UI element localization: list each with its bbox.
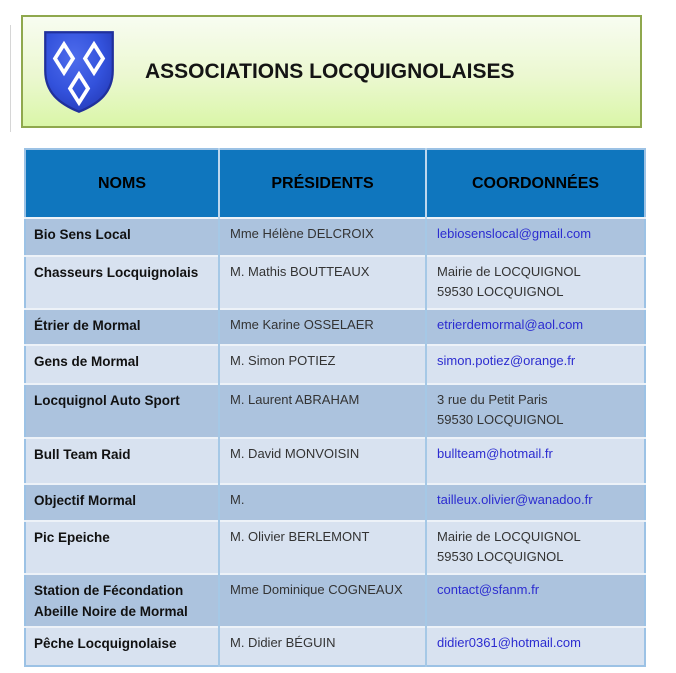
email-link[interactable]: simon.potiez@orange.fr xyxy=(437,353,576,368)
president-name: Mme Karine OSSELAER xyxy=(219,309,426,345)
association-name: Bull Team Raid xyxy=(25,438,219,484)
table-body xyxy=(25,218,645,666)
table-row xyxy=(25,309,645,345)
president-name: M. Olivier BERLEMONT xyxy=(219,521,426,574)
table-row xyxy=(25,256,645,309)
table-header-row xyxy=(25,149,645,218)
table-row xyxy=(25,384,645,438)
column-header-noms: NOMS xyxy=(25,149,219,218)
association-name: Pic Epeiche xyxy=(25,521,219,574)
address-line: Mairie de LOCQUIGNOL xyxy=(437,264,581,279)
table-row xyxy=(25,438,645,484)
address-line: 59530 LOCQUIGNOL xyxy=(437,549,564,564)
contact-cell xyxy=(426,309,645,345)
president-name: Mme Dominique COGNEAUX xyxy=(219,574,426,627)
contact-cell xyxy=(426,521,645,574)
president-name: M. David MONVOISIN xyxy=(219,438,426,484)
email-link[interactable]: lebiosenslocal@gmail.com xyxy=(437,226,592,241)
column-header-presidents: PRÉSIDENTS xyxy=(219,149,426,218)
association-name: Objectif Mormal xyxy=(25,484,219,521)
page-title: ASSOCIATIONS LOCQUIGNOLAISES xyxy=(145,59,515,83)
table-row xyxy=(25,345,645,384)
contact-cell xyxy=(426,384,645,438)
associations-table xyxy=(24,148,646,667)
association-name: Chasseurs Locquignolais xyxy=(25,256,219,309)
table-row xyxy=(25,574,645,627)
address-line: Mairie de LOCQUIGNOL xyxy=(437,529,581,544)
address-line: 59530 LOCQUIGNOL xyxy=(437,284,564,299)
president-name: M. Didier BÉGUIN xyxy=(219,627,426,666)
contact-cell xyxy=(426,256,645,309)
email-link[interactable]: didier0361@hotmail.com xyxy=(437,635,581,650)
email-link[interactable]: contact@sfanm.fr xyxy=(437,582,540,597)
table-row xyxy=(25,484,645,521)
association-name: Étrier de Mormal xyxy=(25,309,219,345)
president-name: Mme Hélène DELCROIX xyxy=(219,218,426,256)
table-row xyxy=(25,218,645,256)
locquignol-coat-of-arms-icon xyxy=(38,30,120,114)
table-row xyxy=(25,521,645,574)
association-name: Bio Sens Local xyxy=(25,218,219,256)
association-name: Gens de Mormal xyxy=(25,345,219,384)
president-name: M. Simon POTIEZ xyxy=(219,345,426,384)
contact-cell xyxy=(426,438,645,484)
email-link[interactable]: etrierdemormal@aol.com xyxy=(437,317,584,332)
table-row xyxy=(25,627,645,666)
email-link[interactable]: bullteam@hotmail.fr xyxy=(437,446,553,461)
contact-cell xyxy=(426,218,645,256)
column-header-coordonnees: COORDONNÉES xyxy=(426,149,645,218)
association-name: Pêche Locquignolaise xyxy=(25,627,219,666)
address-line: 59530 LOCQUIGNOL xyxy=(437,412,564,427)
contact-cell xyxy=(426,627,645,666)
contact-cell xyxy=(426,484,645,521)
president-name: M. Laurent ABRAHAM xyxy=(219,384,426,438)
title-banner xyxy=(21,15,642,128)
president-name: M. Mathis BOUTTEAUX xyxy=(219,256,426,309)
contact-cell xyxy=(426,574,645,627)
email-link[interactable]: tailleux.olivier@wanadoo.fr xyxy=(437,492,593,507)
association-name: Station de Fécondation Abeille Noire de Mormal xyxy=(25,574,219,627)
address-line: 3 rue du Petit Paris xyxy=(437,392,548,407)
contact-cell xyxy=(426,345,645,384)
president-name: M. xyxy=(219,484,426,521)
association-name: Locquignol Auto Sport xyxy=(25,384,219,438)
